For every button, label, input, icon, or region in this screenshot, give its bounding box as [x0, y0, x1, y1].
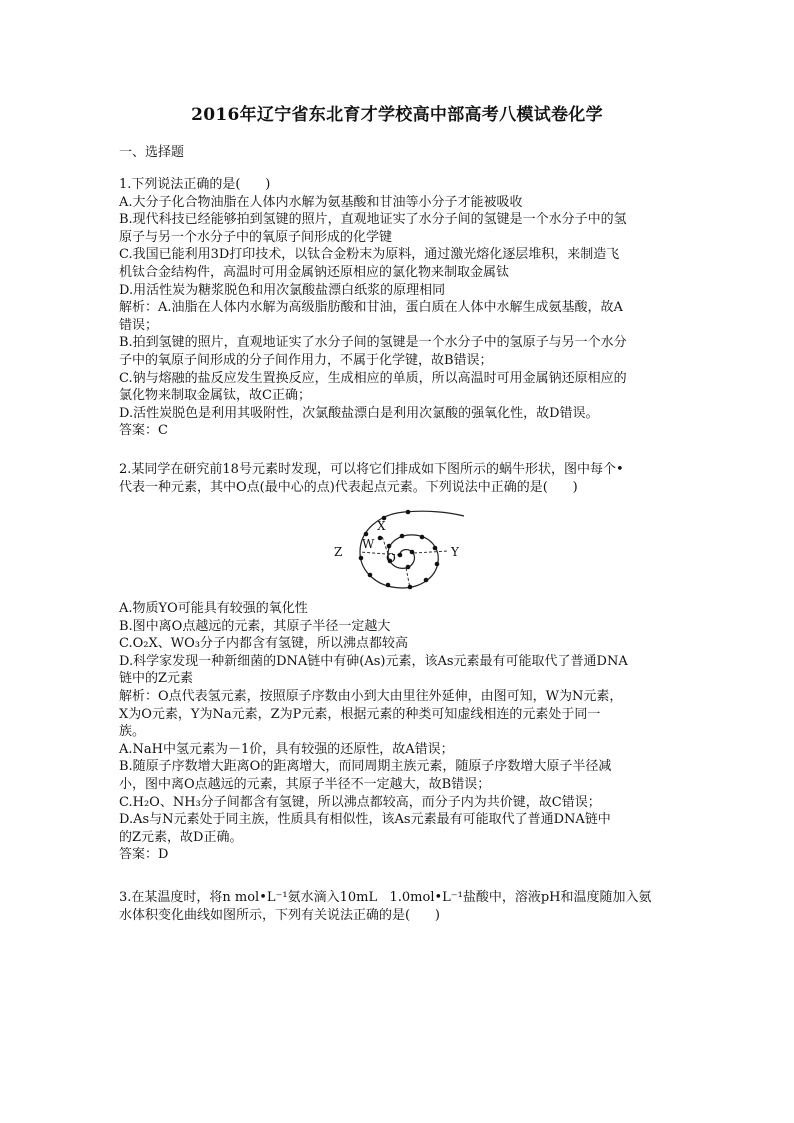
question-1 — [119, 176, 679, 440]
text-line: 机钛合金结构件，高温时可用金属钠还原相应的氯化物来制取金属钛 — [119, 264, 510, 280]
label-w: W — [362, 537, 375, 551]
label-o: O — [386, 551, 396, 565]
text-line: 小，图中离O点越远的元素，其原子半径不一定越大，故B错误； — [119, 776, 491, 792]
question-2-body — [119, 600, 679, 864]
text-line: 解析：A.油脂在人体内水解为高级脂肪酸和甘油，蛋白质在人体中水解生成氨基酸，故A — [119, 300, 623, 316]
text-line: 代表一种元素，其中O点(最中心的点)代表起点元素。下列说法中正确的是( ) — [119, 479, 578, 495]
text-line: B.随原子序数增大距离O的距离增大，而同周期主族元素，随原子序数增大原子半径减 — [119, 759, 612, 775]
text-line: A.NaH中氢元素为－1价，具有较强的还原性，故A错误； — [119, 741, 454, 757]
text-line: C.O₂X、WO₃分子内都含有氢键，所以沸点都较高 — [119, 636, 408, 652]
text-line: C.钠与熔融的盐反应发生置换反应，生成相应的单质，所以高温时可用金属钠还原相应的 — [119, 370, 627, 386]
text-line: 1.下列说法正确的是( ) — [119, 177, 271, 192]
label-x: X — [377, 519, 386, 533]
text-line: C.H₂O、NH₃分子间都含有氢键，所以沸点都较高，而分子内为共价键，故C错误； — [119, 794, 601, 810]
page-title: 2016年辽宁省东北育才学校高中部高考八模试卷化学 — [191, 105, 603, 125]
text-line: D.用活性炭为糖浆脱色和用次氯酸盐漂白纸浆的原理相同 — [119, 282, 446, 298]
text-line: 解析：O点代表氢元素，按照原子序数由小到大由里往外延伸，由图可知，W为N元素， — [119, 688, 623, 704]
text-line: 氯化物来制取金属钛，故C正确； — [119, 388, 311, 404]
question-2-intro — [119, 461, 679, 496]
text-line: 的Z元素，故D正确。 — [119, 829, 243, 845]
text-line: 2.某同学在研究前18号元素时发现，可以将它们排成如下图所示的蜗牛形状，图中每个• — [119, 462, 624, 477]
snail-diagram — [322, 506, 470, 596]
text-line: X为O元素，Y为Na元素，Z为P元素，根据元素的种类可知虚线相连的元素处于同一 — [119, 706, 601, 722]
text-line: B.拍到氢键的照片，直观地证实了水分子间的氢键是一个水分子中的氢原子与另一个水分 — [119, 335, 627, 351]
text-line: 原子与另一个水分子中的氧原子间形成的化学键 — [119, 229, 393, 245]
text-line: D.科学家发现一种新细菌的DNA链中有砷(As)元素，该As元素最有可能取代了普通DNA — [119, 653, 628, 669]
question-3 — [119, 889, 679, 924]
text-line: B.现代科技已经能够拍到氢键的照片，直观地证实了水分子间的氢键是一个水分子中的氢 — [119, 212, 627, 228]
text-line: A.大分子化合物油脂在人体内水解为氨基酸和甘油等小分子才能被吸收 — [119, 194, 523, 210]
section-heading: 一、选择题 — [119, 145, 185, 160]
text-line: 族。 — [119, 724, 146, 740]
text-line: 水体积变化曲线如图所示，下列有关说法正确的是( ) — [119, 907, 440, 923]
text-line: 链中的Z元素 — [119, 671, 194, 687]
text-line: A.物质YO可能具有较强的氧化性 — [119, 601, 308, 616]
text-line: 子中的氧原子间形成的分子间作用力，不属于化学键，故B错误； — [119, 352, 493, 368]
text-line: B.图中离O点越远的元素，其原子半径一定越大 — [119, 618, 391, 634]
label-y: Y — [451, 545, 459, 559]
spiral-path — [360, 511, 464, 588]
text-line: 3.在某温度时，将n mol•L⁻¹氨水滴入10mL 1.0mol•L⁻¹盐酸中，溶液pH和温度随加入氨 — [119, 890, 652, 905]
text-line: 答案：C — [119, 423, 168, 439]
snail-diagram-svg — [322, 506, 470, 596]
label-z: Z — [334, 545, 343, 559]
text-line: 答案：D — [119, 847, 169, 863]
text-line: C.我国已能利用3D打印技术，以钛合金粉末为原料，通过激光熔化逐层堆积，来制造飞 — [119, 247, 620, 263]
text-line: D.As与N元素处于同主族，性质具有相似性，该As元素最有可能取代了普通DNA链中 — [119, 812, 611, 828]
text-line: D.活性炭脱色是利用其吸附性，次氯酸盐漂白是利用次氯酸的强氧化性，故D错误。 — [119, 405, 599, 421]
text-line: 错误； — [119, 317, 159, 333]
